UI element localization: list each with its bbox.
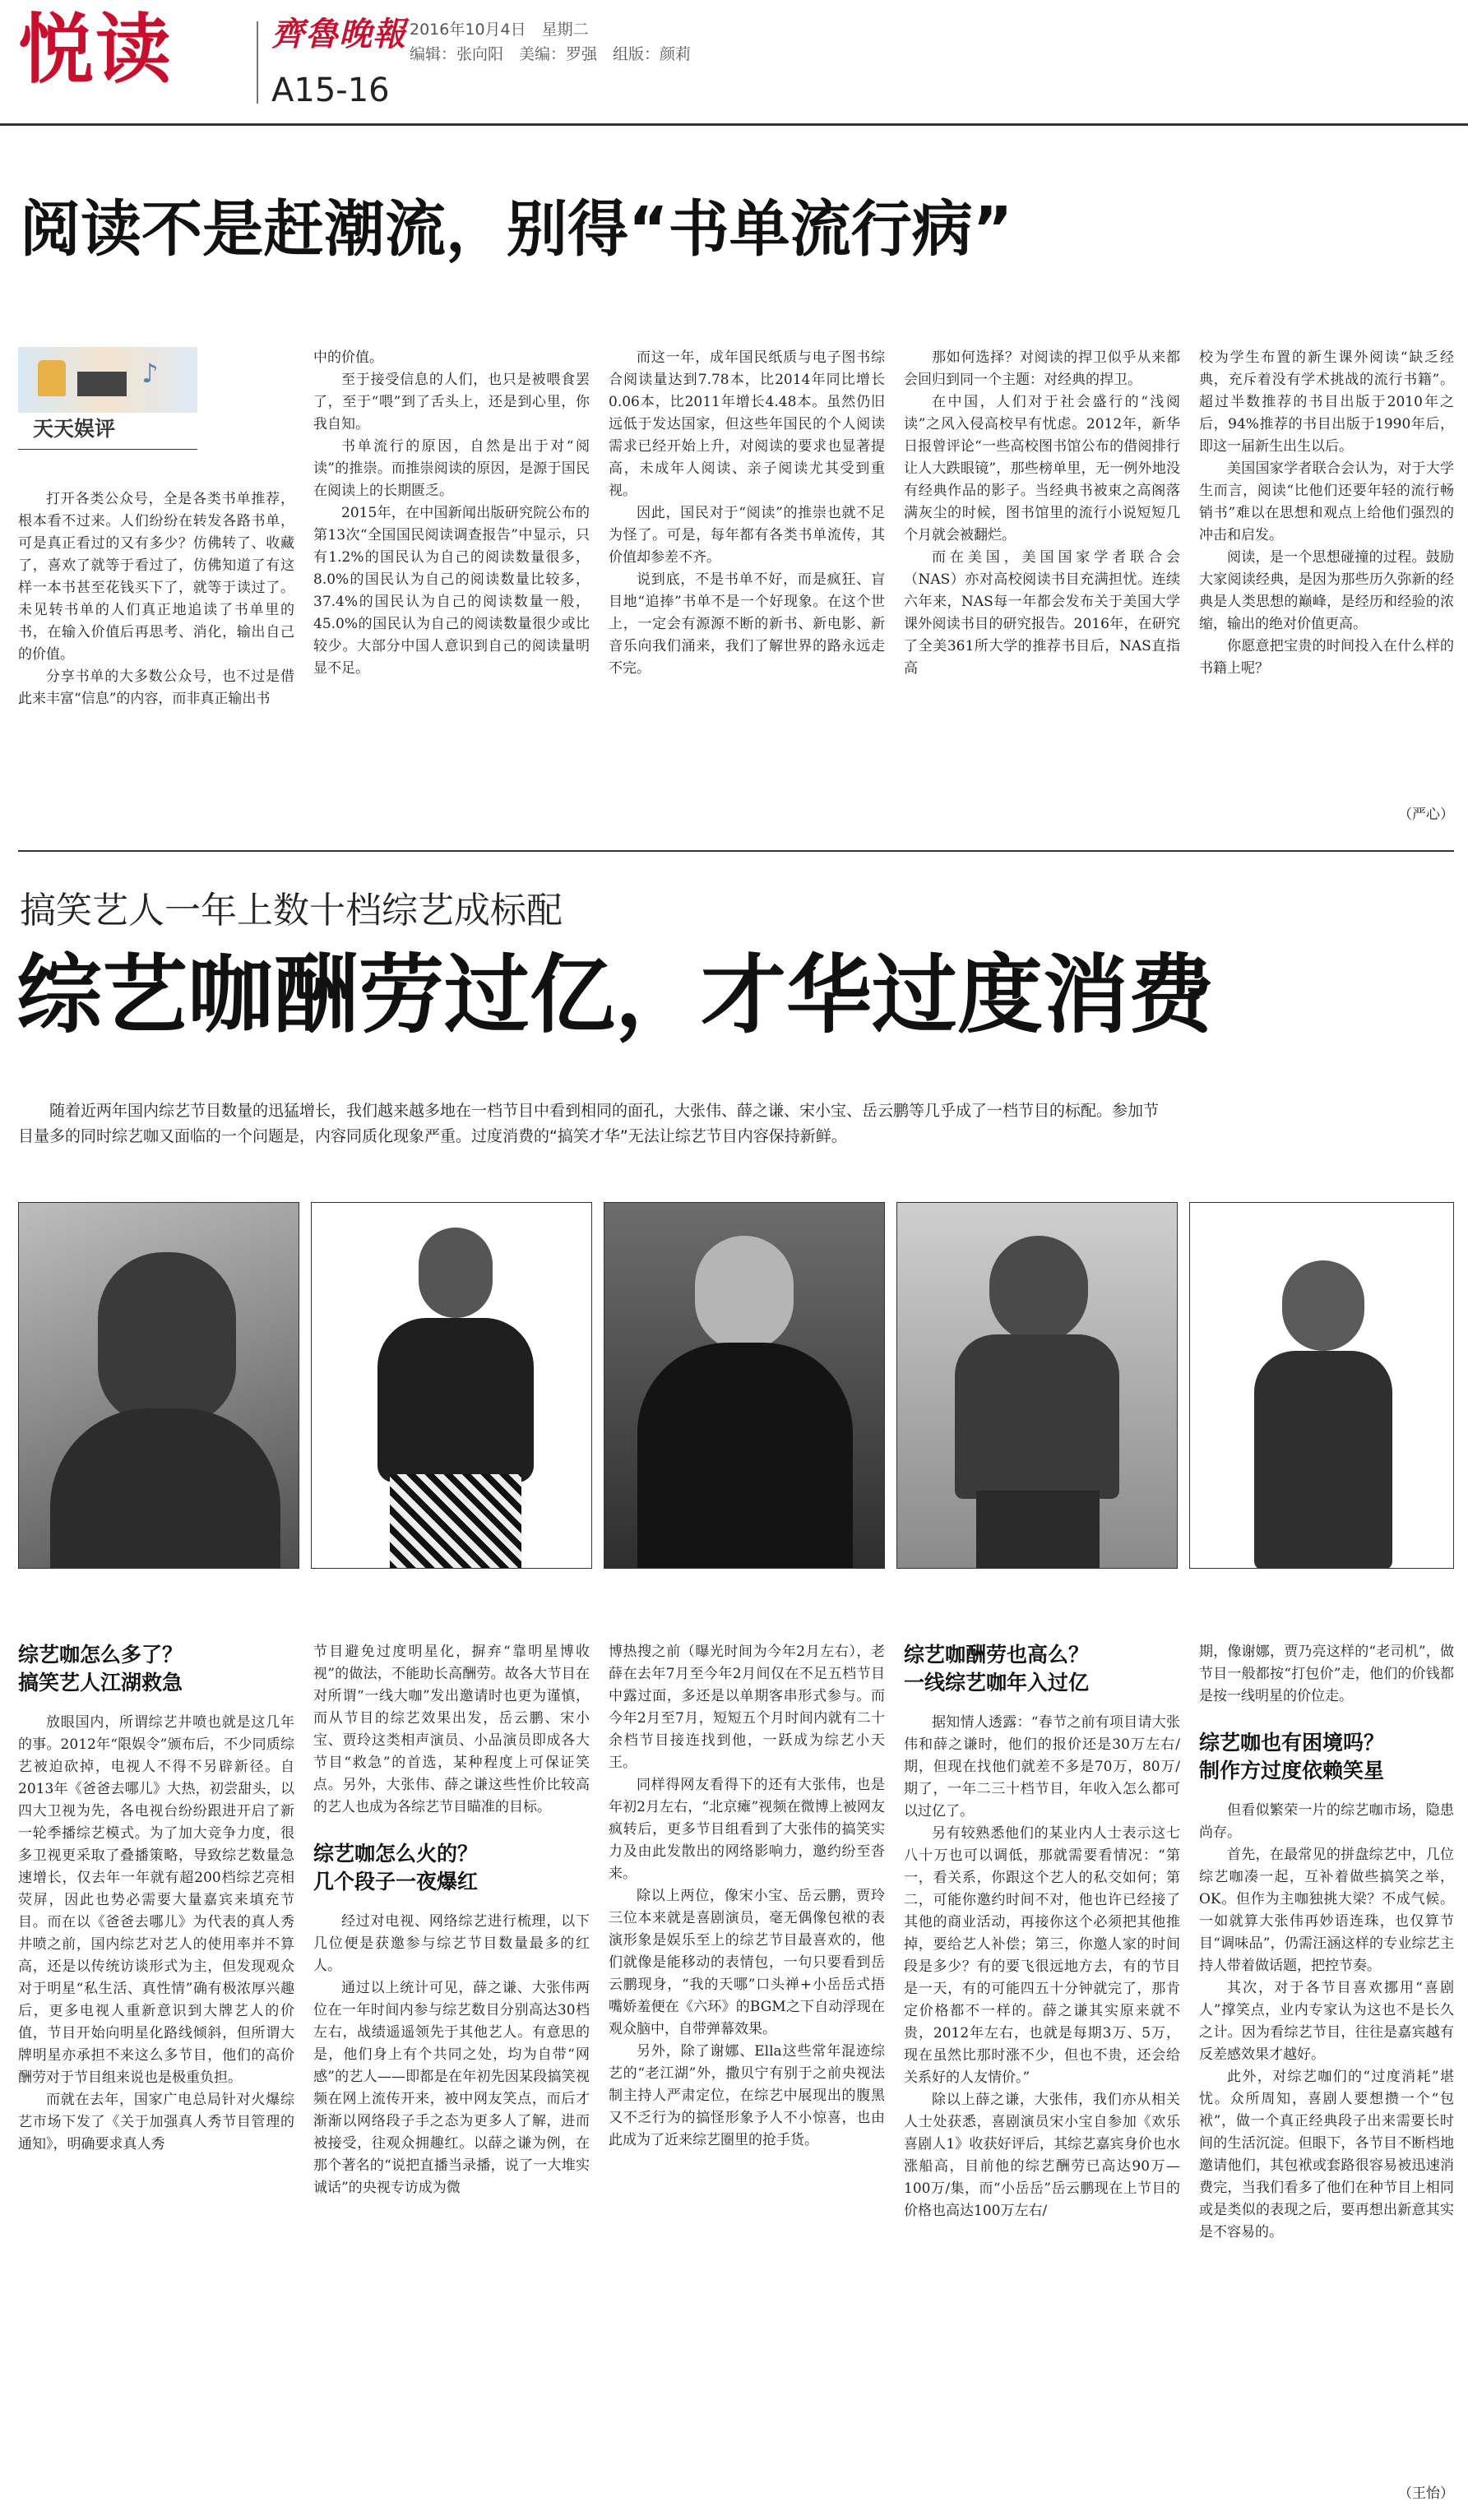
person-silhouette	[1282, 1260, 1364, 1351]
paragraph: 而在美国，美国国家学者联合会（NAS）亦对高校阅读书目充满担忧。连续六年来，NAS每一年都会发布关于美国大学课外阅读书目的研究报告。2016年，在研究了全美361所大学的推荐书目后，NAS直指高	[904, 549, 1180, 677]
paragraph: 那如何选择？对阅读的捍卫似乎从来都会回归到同一个主题：对经典的捍卫。	[904, 349, 1180, 388]
paragraph: 你愿意把宝贵的时间投入在什么样的书籍上呢？	[1199, 638, 1454, 677]
paragraph: 经过对电视、网络综艺进行梳理，以下几位便是获邀参与综艺节目数量最多的红人。	[313, 1913, 590, 1974]
article2-col4	[904, 1641, 1180, 2508]
paragraph: 另外，除了谢娜、Ella这些常年混迹综艺的“老江湖”外，撒贝宁有别于之前央视法制主持人严肃定位，在综艺中展现出的腹黑又不乏行为的搞怪形象予人不小惊喜，也由此成为了近来综艺圈里的抢手货。	[609, 2043, 885, 2148]
masthead	[0, 0, 1468, 123]
column-logo-underline	[18, 449, 197, 450]
photo-yue-yunpeng	[604, 1202, 885, 1569]
body-text	[313, 1911, 590, 2199]
person-silhouette	[989, 1236, 1088, 1343]
column-logo	[18, 347, 197, 454]
article2-headline: 综艺咖酬劳过亿，才华过度消费	[16, 945, 1215, 1045]
article2-col2	[313, 1641, 590, 2508]
paragraph: 说到底，不是书单不好，而是疯狂、盲目地“追捧”书单不是一个好现象。在这个世上，一定会有源源不断的新书、新电影、新音乐向我们涌来，我们了解世界的路永远走不完。	[609, 571, 885, 677]
paragraph: 除以上薛之谦，大张伟，我们亦从相关人士处获悉，喜剧演员宋小宝自参加《欢乐喜剧人1》收获好评后，其综艺嘉宾身价也水涨船高，目前他的综艺酬劳已高达90万—100万/集，而“小岳岳”岳云鹏现在上节目的价格也高达100万左右/	[904, 2092, 1180, 2219]
paragraph: 至于接受信息的人们，也只是被喂食罢了，至于“喂”到了舌头上，还是到心里，你我自知。	[313, 372, 590, 432]
paragraph: 因此，国民对于“阅读”的推崇也就不足为怪了。可是，每年都有各类书单流传，其价值却参差不齐。	[609, 505, 885, 566]
article1-byline: （严心）	[1398, 807, 1454, 823]
subheading-line: 几个段子一夜爆红	[313, 1870, 479, 1893]
article2-lead	[18, 1098, 1161, 1149]
subheading-line: 综艺咖也有困境吗？	[1199, 1731, 1385, 1755]
subheading-line: 一线综艺咖年入过亿	[904, 1671, 1090, 1695]
paragraph: 另有较熟悉他们的某业内人士表示这七八十万也可以调低，那就需要看情况：“第一，看关系，你跟这个艺人的私交如何；第二，可能你邀约时间不对，他也许已经接了其他的商业活动，再接你这个必须把其他推掉，要给艺人补偿；第三，你邀人家的时间段是多少？有的要飞很远地方去，有的节目是一天，有的可能四五十分钟就完了，那肯定价格都不一样的。薛之谦其实原来就不贵，2012年左右，也就是每期3万、5万，现在虽然比那时涨不少，但也不贵，还会给关系好的人友情价。”	[904, 1825, 1180, 2086]
article2-byline: （王怡）	[1398, 2485, 1454, 2502]
paragraph: 其次，对于各节目喜欢挪用“喜剧人”撑笑点，业内专家认为这也不是长久之计。因为看综艺节目，往往是嘉宾越有反差感效果才越好。	[1199, 1980, 1454, 2063]
subheading	[18, 1641, 294, 1697]
article1-headline: 阅读不是赶潮流，别得“书单流行病”	[20, 194, 1013, 265]
paragraph: 此外，对综艺咖们的“过度消耗”堪忧。众所周知，喜剧人要想攒一个“包袱”，做一个真正经典段子出来需要长时间的生活沉淀。但眼下，各节目不断档地邀请他们，其包袱或套路很容易被迅速消费完，当我们看多了他们在种节目上相同或是类似的表现之后，要再想出新意其实是不容易的。	[1199, 2069, 1454, 2240]
paragraph: 打开各类公众号，全是各类书单推荐，根本看不过来。人们纷纷在转发各路书单，可是真正看过的又有多少？仿佛转了、收藏了，喜欢了就等于看过了，仿佛知道了有这样一本书甚至花钱买下了，就等于读过了。未见转书单的人们真正地追读了书单里的书，在输入价值后再思考、消化，输出自己的价值。	[18, 491, 294, 663]
person-silhouette	[419, 1228, 493, 1318]
person-silhouette	[976, 1491, 1100, 1569]
paragraph: 放眼国内，所谓综艺井喷也就是这几年的事。2012年“限娱令”颁布后，不少同质综艺被迫砍掉，电视人不得不另辟新径。自2013年《爸爸去哪儿》大热，初尝甜头，以四大卫视为先，各电视台纷纷跟进开启了新一轮季播综艺模式。为了加大竞争力度，很多卫视更采取了叠播策略，导致综艺数量急速增长，仅去年一年就有超200档综艺亮相荧屏，因此也势必需要大量嘉宾来填充节目。而在以《爸爸去哪儿》为代表的真人秀井喷之前，国内综艺对艺人的使用率并不算高，还是以传统访谈形式为主，但发现观众对于明星“私生活、真性情”确有极浓厚兴趣后，更多电视人重新意识到大牌艺人的价值，节目开始向明星化路线倾斜，但所谓大牌明星亦承担不来这么多节目，他们的高价酬劳对于节目组来说也是极重负担。	[18, 1714, 294, 2086]
person-silhouette	[955, 1334, 1119, 1499]
article2-col5	[1199, 1641, 1454, 2480]
paragraph: 而就在去年，国家广电总局针对火爆综艺市场下发了《关于加强真人秀节目管理的通知》，明确要求真人秀	[18, 2092, 294, 2152]
paragraph: 据知情人透露：“春节之前有项目请大张伟和薛之谦时，他们的报价还是30万左右/期，但现在找他们就差不多是70万，80万/期了，一年二三十档节目，年收入怎么都可以过亿了。	[904, 1714, 1180, 1819]
person-silhouette	[695, 1236, 794, 1351]
paragraph: 首先，在最常见的拼盘综艺中，几位综艺咖凑一起，互补着做些搞笑之举，OK。但作为主咖独挑大梁？不成气候。一如就算大张伟再妙语连珠，也仅算节目“调味品”，仍需汪涵这样的专业综艺主持人带着做话题，把控节奏。	[1199, 1847, 1454, 1974]
paragraph: 在中国，人们对于社会盛行的“浅阅读”之风入侵高校早有忧虑。2012年，新华日报曾评论“一些高校图书馆公布的借阅排行让人大跌眼镜”，那些榜单里，无一例外地没有经典作品的影子。当经典书被束之高阁落满灰尘的时候，图书馆里的流行小说短短几个月就会被翻烂。	[904, 394, 1180, 543]
subheading-line: 综艺咖怎么多了？	[18, 1643, 183, 1667]
page-number: A15-16	[271, 72, 390, 109]
person-silhouette	[50, 1408, 280, 1569]
paragraph: 除以上两位，像宋小宝、岳云鹏，贾玲三位本来就是喜剧演员，毫无偶像包袱的表演形象是娱乐至上的综艺节目最喜欢的，他们就像是能移动的表情包，一句只要看到岳云鹏现身，“我的天哪”口头禅+小岳岳式捂嘴娇羞便在《六环》的BGM之下自动浮现在观众脑中，自带弹幕效果。	[609, 1888, 885, 2037]
paragraph: 节目避免过度明星化，摒弃“靠明星博收视”的做法，不能助长高酬劳。故各大节目在对所谓“一线大咖”发出邀请时也更为谨慎，而从节目的综艺效果出发，岳云鹏、宋小宝、贾玲这类相声演员、小品演员即成各大节目“救急”的首选，某种程度上可保证笑点。另外，大张伟、薛之谦这些性价比较高的艺人也成为各综艺节目瞄准的目标。	[313, 1644, 590, 1815]
paragraph: 校为学生布置的新生课外阅读“缺乏经典，充斥着没有学术挑战的流行书籍”。超过半数推荐的书目出版于2010年之后，94%推荐的书目出版于1990年后，即这一届新生出生以后。	[1199, 349, 1454, 455]
article2-col3	[609, 1641, 885, 2508]
paragraph: 阅读，是一个思想碰撞的过程。鼓励大家阅读经典，是因为那些历久弥新的经典是人类思想的巅峰，是经历和经验的浓缩，输出的绝对价值更高。	[1199, 549, 1454, 632]
paragraph: 期，像谢娜，贾乃亮这样的“老司机”，做节目一般都按“打包价”走，他们的价钱都是按一线明星的价位走。	[1199, 1644, 1454, 1704]
paragraph: 中的价值。	[313, 349, 383, 366]
paragraph: 2015年，在中国新闻出版研究院公布的第13次“全国国民阅读调查报告”中显示，只有1.2%的国民认为自己的阅读数量很多，8.0%的国民认为自己的阅读数量比较多，37.4%的国民认为自己的阅读数量一般，45.0%的国民认为自己的阅读数量很少或比较少。大部分中国人意识到自己的阅读量明显不足。	[313, 505, 590, 677]
music-note-icon: ♪	[141, 358, 159, 389]
body-text	[1199, 1800, 1454, 2244]
person-silhouette	[1254, 1351, 1392, 1569]
paragraph: 通过以上统计可见，薛之谦、大张伟两位在一年时间内参与综艺数目分别高达30档左右，战绩遥遥领先于其他艺人。有意思的是，他们身上有个共同之处，均为自带“网感”的艺人——即都是在年初先因某段搞笑视频在网上流传开来，被中网友笑点，而后才渐渐以网络段子手之态为更多人了解，进而被接受，往观众拥趣红。以薛之谦为例，在那个著名的“说把直播当录播，说了一大堆实诚话”的央视专访成为微	[313, 1980, 590, 2196]
photo-jia-ling	[1189, 1202, 1454, 1569]
masthead-divider	[257, 21, 258, 104]
subheading-line: 综艺咖酬劳也高么？	[904, 1643, 1090, 1667]
photo-song-xiaobao	[896, 1202, 1178, 1569]
masthead-rule	[0, 123, 1468, 126]
body-text	[904, 1712, 1180, 2222]
paragraph: 博热搜之前（曝光时间为今年2月左右），老薛在去年7月至今年2月间仅在不足五档节目中露过面，多还是以单期客串形式参与。而今年2月至7月，短短五个月时间内就有二十余档节目接连找到他，一跃成为综艺小天王。	[609, 1644, 885, 1771]
paper-name-logo: 齊魯晚報	[271, 15, 406, 53]
paragraph: 书单流行的原因，自然是出于对“阅读”的推崇。而推崇阅读的原因，是源于国民在阅读上的长期匮乏。	[313, 438, 590, 499]
column-logo-art	[18, 347, 197, 413]
lead-text: 随着近两年国内综艺节目数量的迅猛增长，我们越来越多地在一档节目中看到相同的面孔，大张伟、薛之谦、宋小宝、岳云鹏等几乎成了一档节目的标配。参加节目量多的同时综艺咖又面临的一个问题是，内容同质化现象严重。过度消费的“搞笑才华”无法让综艺节目内容保持新鲜。	[18, 1102, 1160, 1145]
body-text	[1199, 1641, 1454, 1708]
paragraph: 美国国家学者联合会认为，对于大学生而言，阅读“比他们还要年轻的流行畅销书”难以在思想和观点上给他们强烈的冲击和启发。	[1199, 460, 1454, 543]
photo-xue-zhiqian	[18, 1202, 299, 1569]
person-silhouette	[637, 1343, 853, 1569]
article1-col1	[18, 488, 294, 825]
staff-line: 编辑：张向阳 美编：罗强 组版：颜莉	[410, 45, 692, 63]
subheading-line: 搞笑艺人江湖救急	[18, 1671, 183, 1695]
subheading-line: 综艺咖怎么火的？	[313, 1842, 479, 1866]
article1-col4	[904, 347, 1180, 825]
subheading-line: 制作方过度依赖笑星	[1199, 1759, 1385, 1782]
body-text	[313, 1641, 590, 1819]
subheading	[904, 1641, 1180, 1697]
person-silhouette	[98, 1252, 236, 1425]
article1-col5	[1199, 347, 1454, 803]
paragraph: 分享书单的大多数公众号，也不过是借此来丰富“信息”的内容，而非真正输出书	[18, 668, 294, 707]
popcorn-icon	[38, 360, 66, 396]
date-line: 2016年10月4日 星期二	[410, 21, 589, 39]
paragraph: 但看似繁荣一片的综艺咖市场，隐患尚存。	[1199, 1802, 1454, 1841]
body-text	[18, 1712, 294, 2156]
paragraph: 而这一年，成年国民纸质与电子图书综合阅读量达到7.78本，比2014年同比增长0.06本，比2011年增长4.48本。虽然仍旧远低于发达国家，但这些年国民的个人阅读需求已经开始上升，对阅读的要求也显著提高，未成年人阅读、亲子阅读尤其受到重视。	[609, 349, 885, 499]
article2-col1	[18, 1641, 294, 2508]
article1-col2	[313, 347, 590, 825]
film-icon	[77, 372, 127, 396]
article1-col3	[609, 347, 885, 825]
person-silhouette	[390, 1474, 521, 1569]
person-silhouette	[377, 1318, 534, 1482]
paragraph: 同样得网友看得下的还有大张伟，也是年初2月左右，“北京瘫”视频在微博上被网友疯转后，更多节目组看到了大张伟的搞笑实力及由此发散出的网络影响力，邀约纷至沓来。	[609, 1777, 885, 1882]
article2-kicker: 搞笑艺人一年上数十档综艺成标配	[20, 890, 563, 932]
subheading	[313, 1840, 590, 1896]
column-name: 天天娱评	[33, 417, 116, 441]
section-title: 悦读	[18, 6, 174, 94]
photo-da-zhangwei	[311, 1202, 592, 1569]
subheading	[1199, 1729, 1454, 1785]
article-separator	[18, 850, 1454, 852]
